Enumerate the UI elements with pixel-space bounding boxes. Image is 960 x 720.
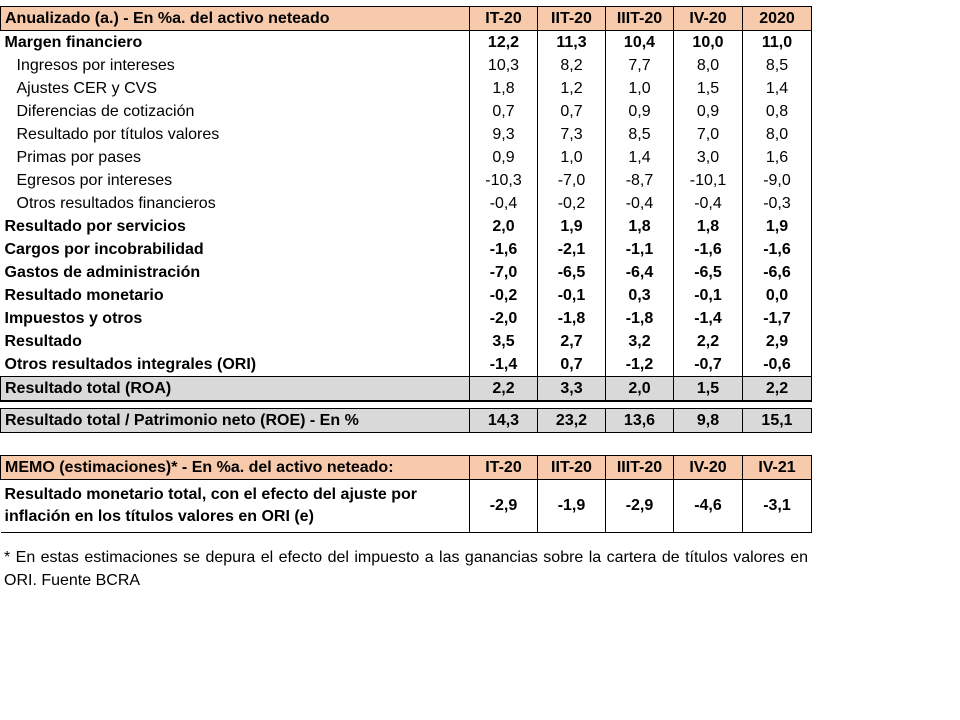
memo-header-col: IIT-20 — [538, 456, 606, 480]
table-row — [1, 77, 812, 100]
row-label: Margen financiero — [1, 31, 470, 55]
roa-row — [1, 377, 812, 402]
row-value: 0,7 — [538, 353, 606, 377]
row-value: 2,7 — [538, 330, 606, 353]
table-row — [1, 261, 812, 284]
memo-header-col: IT-20 — [470, 456, 538, 480]
roe-row — [1, 409, 812, 433]
row-value: 10,0 — [674, 31, 743, 55]
row-value: -1,2 — [606, 353, 674, 377]
row-value: 1,9 — [538, 215, 606, 238]
row-value: -2,0 — [470, 307, 538, 330]
row-value: 1,0 — [538, 146, 606, 169]
row-value: 10,4 — [606, 31, 674, 55]
memo-value: -1,9 — [538, 480, 606, 533]
row-value: -9,0 — [743, 169, 812, 192]
memo-header-col: IIIT-20 — [606, 456, 674, 480]
memo-value: -2,9 — [606, 480, 674, 533]
roa-value: 1,5 — [674, 377, 743, 402]
row-value: -6,4 — [606, 261, 674, 284]
row-label: Resultado — [1, 330, 470, 353]
row-value: 0,7 — [538, 100, 606, 123]
memo-header-col: IV-20 — [674, 456, 743, 480]
table-row — [1, 146, 812, 169]
row-value: 8,2 — [538, 54, 606, 77]
table-row — [1, 54, 812, 77]
memo-data-row — [1, 480, 812, 533]
footnote: * En estas estimaciones se depura el efecto del impuesto a las ganancias sobre la cartera de títulos valores en ORI. Fuente BCRA — [4, 549, 808, 589]
table-row — [1, 31, 812, 55]
memo-header-row — [1, 456, 812, 480]
row-value: 0,3 — [606, 284, 674, 307]
row-value: 1,4 — [743, 77, 812, 100]
table-header-row — [1, 7, 812, 31]
results-table — [0, 6, 812, 533]
row-value: 2,0 — [470, 215, 538, 238]
row-value: -1,8 — [606, 307, 674, 330]
row-label: Resultado por servicios — [1, 215, 470, 238]
row-value: 3,5 — [470, 330, 538, 353]
table-row — [1, 100, 812, 123]
row-label: Otros resultados integrales (ORI) — [1, 353, 470, 377]
row-value: -8,7 — [606, 169, 674, 192]
roe-value: 9,8 — [674, 409, 743, 433]
row-value: -7,0 — [538, 169, 606, 192]
row-value: -1,6 — [470, 238, 538, 261]
row-label: Gastos de administración — [1, 261, 470, 284]
row-value: 0,9 — [674, 100, 743, 123]
roe-value: 15,1 — [743, 409, 812, 433]
row-label: Primas por pases — [1, 146, 470, 169]
row-value: 1,2 — [538, 77, 606, 100]
memo-header-text: MEMO (estimaciones)* - En %a. del activo neteado: — [5, 459, 394, 476]
roa-value: 2,0 — [606, 377, 674, 402]
table-row — [1, 215, 812, 238]
row-label: Otros resultados financieros — [1, 192, 470, 215]
row-value: -6,5 — [538, 261, 606, 284]
header-col-iv20: IV-20 — [674, 7, 743, 31]
row-value: -1,1 — [606, 238, 674, 261]
row-value: 0,0 — [743, 284, 812, 307]
roe-label: Resultado total / Patrimonio neto (ROE) - En % — [1, 409, 470, 433]
table-row — [1, 123, 812, 146]
roe-value: 13,6 — [606, 409, 674, 433]
row-label: Resultado monetario — [1, 284, 470, 307]
row-value: 10,3 — [470, 54, 538, 77]
roa-value: 3,3 — [538, 377, 606, 402]
header-col-2020: 2020 — [743, 7, 812, 31]
roa-label: Resultado total (ROA) — [1, 377, 470, 402]
row-value: 0,9 — [470, 146, 538, 169]
row-value: 11,3 — [538, 31, 606, 55]
header-label: Anualizado (a.) - En %a. del activo neteado — [1, 7, 470, 31]
row-value: -0,4 — [470, 192, 538, 215]
row-value: -0,2 — [538, 192, 606, 215]
results-table-container — [0, 6, 812, 533]
row-value: -0,7 — [674, 353, 743, 377]
table-row — [1, 284, 812, 307]
row-value: -0,2 — [470, 284, 538, 307]
header-col-iit20: IIT-20 — [538, 7, 606, 31]
row-value: 0,8 — [743, 100, 812, 123]
row-value: 8,5 — [743, 54, 812, 77]
row-value: 7,7 — [606, 54, 674, 77]
table-row — [1, 238, 812, 261]
spacer — [1, 401, 812, 409]
row-value: -0,6 — [743, 353, 812, 377]
row-value: -1,6 — [743, 238, 812, 261]
memo-value: -3,1 — [743, 480, 812, 533]
row-value: -6,6 — [743, 261, 812, 284]
row-label: Ajustes CER y CVS — [1, 77, 470, 100]
roe-value: 23,2 — [538, 409, 606, 433]
row-value: -0,3 — [743, 192, 812, 215]
row-value: 0,7 — [470, 100, 538, 123]
table-row — [1, 307, 812, 330]
row-value: 3,0 — [674, 146, 743, 169]
row-value: 1,8 — [606, 215, 674, 238]
row-value: -7,0 — [470, 261, 538, 284]
row-value: 11,0 — [743, 31, 812, 55]
roa-value: 2,2 — [470, 377, 538, 402]
row-value: 2,2 — [674, 330, 743, 353]
table-row — [1, 353, 812, 377]
row-value: 8,0 — [674, 54, 743, 77]
row-value: -0,1 — [674, 284, 743, 307]
spacer — [1, 433, 812, 456]
row-label: Diferencias de cotización — [1, 100, 470, 123]
row-value: -0,4 — [606, 192, 674, 215]
row-value: 0,9 — [606, 100, 674, 123]
row-value: -6,5 — [674, 261, 743, 284]
row-value: 2,9 — [743, 330, 812, 353]
row-value: -1,8 — [538, 307, 606, 330]
roa-value: 2,2 — [743, 377, 812, 402]
memo-row-label: Resultado monetario total, con el efecto del ajuste por inflación en los títulos valores en ORI (e) — [1, 480, 470, 533]
row-value: -10,1 — [674, 169, 743, 192]
table-row — [1, 169, 812, 192]
row-value: -0,1 — [538, 284, 606, 307]
header-col-it20: IT-20 — [470, 7, 538, 31]
memo-value: -2,9 — [470, 480, 538, 533]
row-value: -0,4 — [674, 192, 743, 215]
row-label: Resultado por títulos valores — [1, 123, 470, 146]
roe-value: 14,3 — [470, 409, 538, 433]
row-value: 1,6 — [743, 146, 812, 169]
row-value: -10,3 — [470, 169, 538, 192]
row-value: 7,3 — [538, 123, 606, 146]
table-row — [1, 192, 812, 215]
row-value: -1,4 — [470, 353, 538, 377]
row-value: -1,4 — [674, 307, 743, 330]
row-label: Impuestos y otros — [1, 307, 470, 330]
row-label: Ingresos por intereses — [1, 54, 470, 77]
row-label: Cargos por incobrabilidad — [1, 238, 470, 261]
row-value: -1,6 — [674, 238, 743, 261]
memo-header-col: IV-21 — [743, 456, 812, 480]
row-value: 8,5 — [606, 123, 674, 146]
row-value: 1,4 — [606, 146, 674, 169]
row-value: 12,2 — [470, 31, 538, 55]
header-col-iiit20: IIIT-20 — [606, 7, 674, 31]
row-value: 8,0 — [743, 123, 812, 146]
row-value: 1,9 — [743, 215, 812, 238]
row-value: -2,1 — [538, 238, 606, 261]
memo-header-label — [1, 456, 470, 480]
row-value: 1,8 — [674, 215, 743, 238]
row-value: 1,5 — [674, 77, 743, 100]
memo-value: -4,6 — [674, 480, 743, 533]
row-value: 1,0 — [606, 77, 674, 100]
row-value: 9,3 — [470, 123, 538, 146]
row-value: 3,2 — [606, 330, 674, 353]
row-value: -1,7 — [743, 307, 812, 330]
row-value: 7,0 — [674, 123, 743, 146]
table-row — [1, 330, 812, 353]
row-label: Egresos por intereses — [1, 169, 470, 192]
row-value: 1,8 — [470, 77, 538, 100]
